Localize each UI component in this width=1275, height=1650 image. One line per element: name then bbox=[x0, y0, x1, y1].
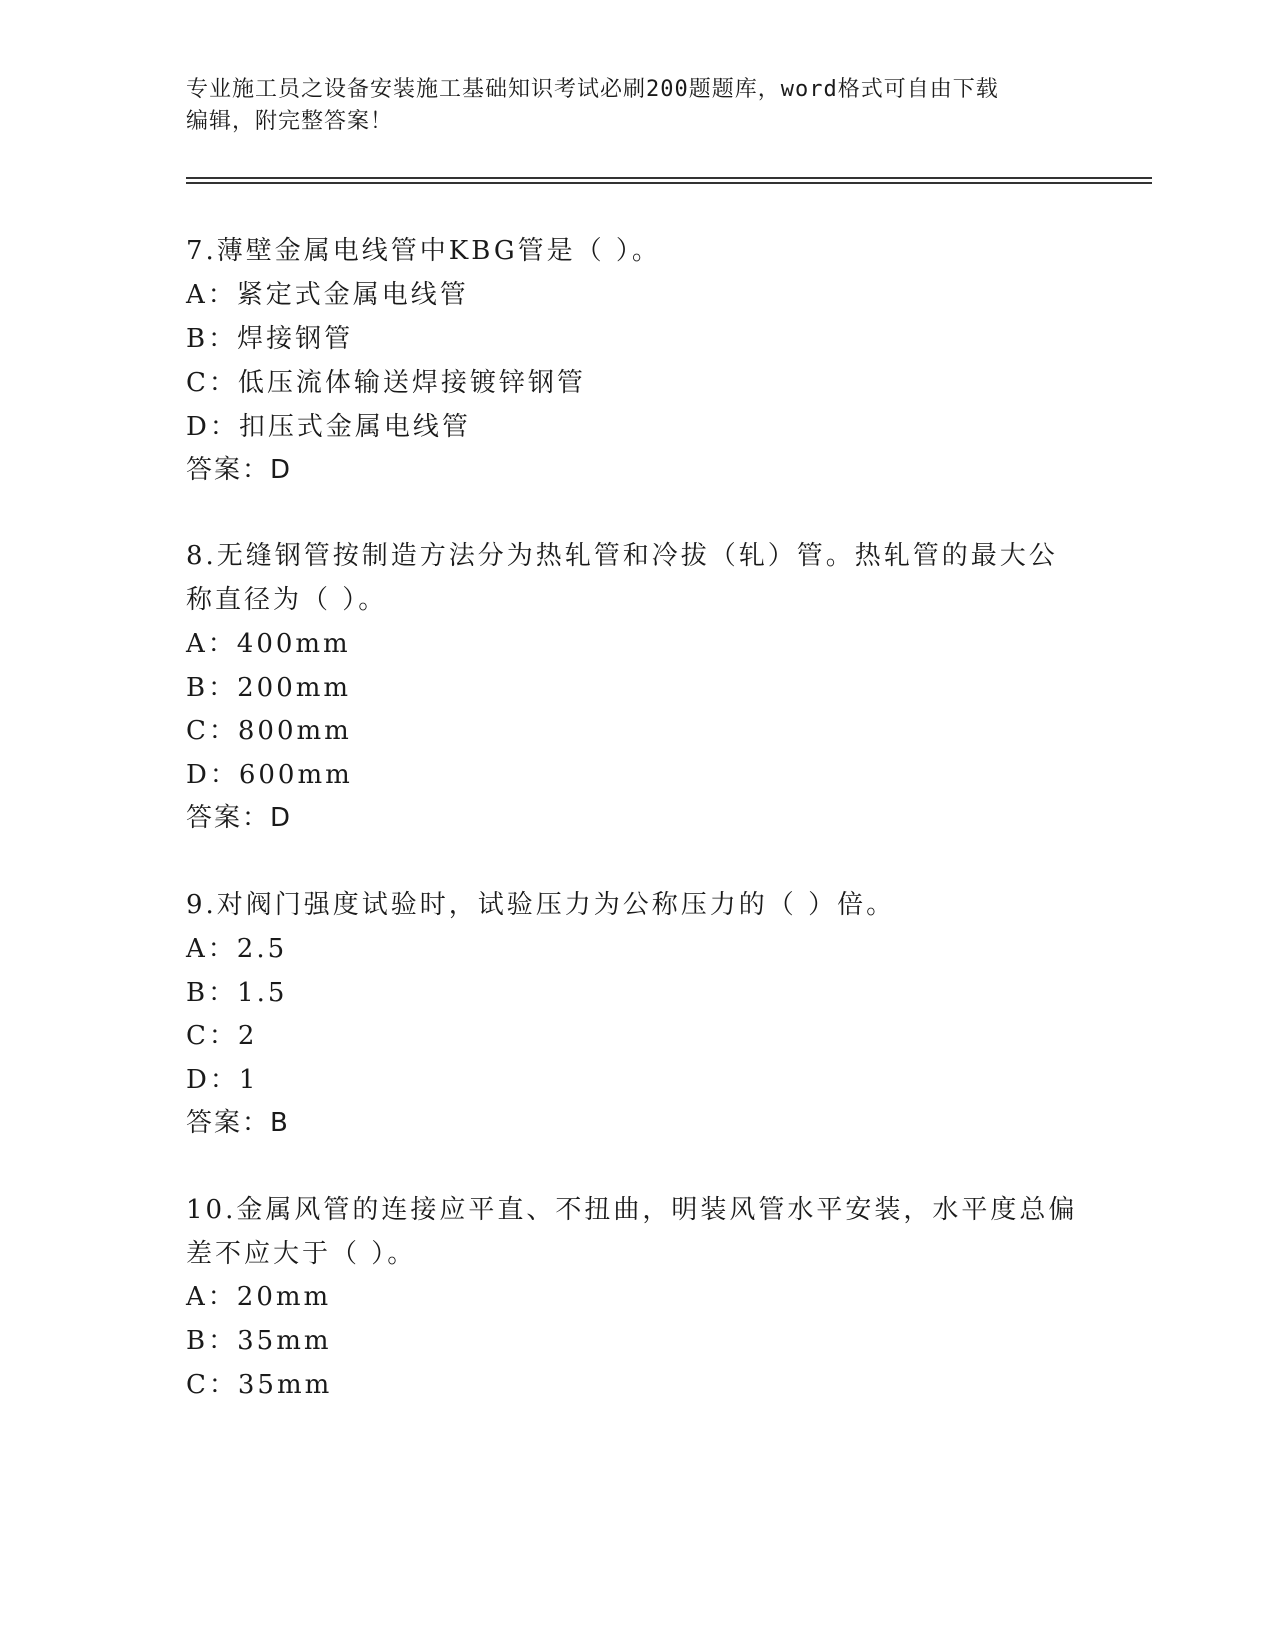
question-9-stem: 9.对阀门强度试验时，试验压力为公称压力的（ ）倍。 bbox=[186, 890, 896, 920]
question-8-stem-line-2: 称直径为（ ）。 bbox=[186, 585, 388, 615]
question-7-option-b: B：焊接钢管 bbox=[186, 324, 354, 354]
question-10-stem-line-2: 差不应大于（ ）。 bbox=[186, 1239, 417, 1269]
header-divider-bottom bbox=[186, 182, 1152, 184]
question-10-option-c: C：35mm bbox=[186, 1370, 333, 1400]
question-9-option-c: C：2 bbox=[186, 1021, 258, 1051]
question-10-option-b: B：35mm bbox=[186, 1326, 332, 1356]
question-8-option-d: D：600mm bbox=[186, 760, 353, 790]
question-8-stem-line-1: 8.无缝钢管按制造方法分为热轧管和冷拔（轧）管。热轧管的最大公 bbox=[186, 541, 1058, 571]
header-line-2: 编辑，附完整答案！ bbox=[186, 109, 394, 134]
question-9-answer: 答案：B bbox=[186, 1108, 290, 1138]
question-7-stem: 7.薄壁金属电线管中KBG管是（ ）。 bbox=[186, 236, 661, 266]
question-9-option-d: D：1 bbox=[186, 1065, 259, 1095]
question-10-stem-line-1: 10.金属风管的连接应平直、不扭曲，明装风管水平安装，水平度总偏 bbox=[186, 1195, 1078, 1225]
question-9-option-b: B：1.5 bbox=[186, 978, 288, 1008]
question-7-option-a: A：紧定式金属电线管 bbox=[186, 280, 469, 310]
question-8-option-b: B：200mm bbox=[186, 673, 352, 703]
question-8-option-c: C：800mm bbox=[186, 716, 352, 746]
question-8-option-a: A：400mm bbox=[186, 629, 351, 659]
question-8-answer: 答案：D bbox=[186, 803, 293, 833]
question-7-answer: 答案：D bbox=[186, 455, 293, 485]
header-line-1: 专业施工员之设备安装施工基础知识考试必刷200题题库，word格式可自由下载 bbox=[186, 77, 999, 102]
question-9-option-a: A：2.5 bbox=[186, 934, 288, 964]
header-divider-top bbox=[186, 177, 1152, 179]
question-7-option-c: C：低压流体输送焊接镀锌钢管 bbox=[186, 368, 586, 398]
question-10-option-a: A：20mm bbox=[186, 1282, 332, 1312]
question-7-option-d: D：扣压式金属电线管 bbox=[186, 412, 471, 442]
document-header bbox=[186, 74, 1086, 138]
